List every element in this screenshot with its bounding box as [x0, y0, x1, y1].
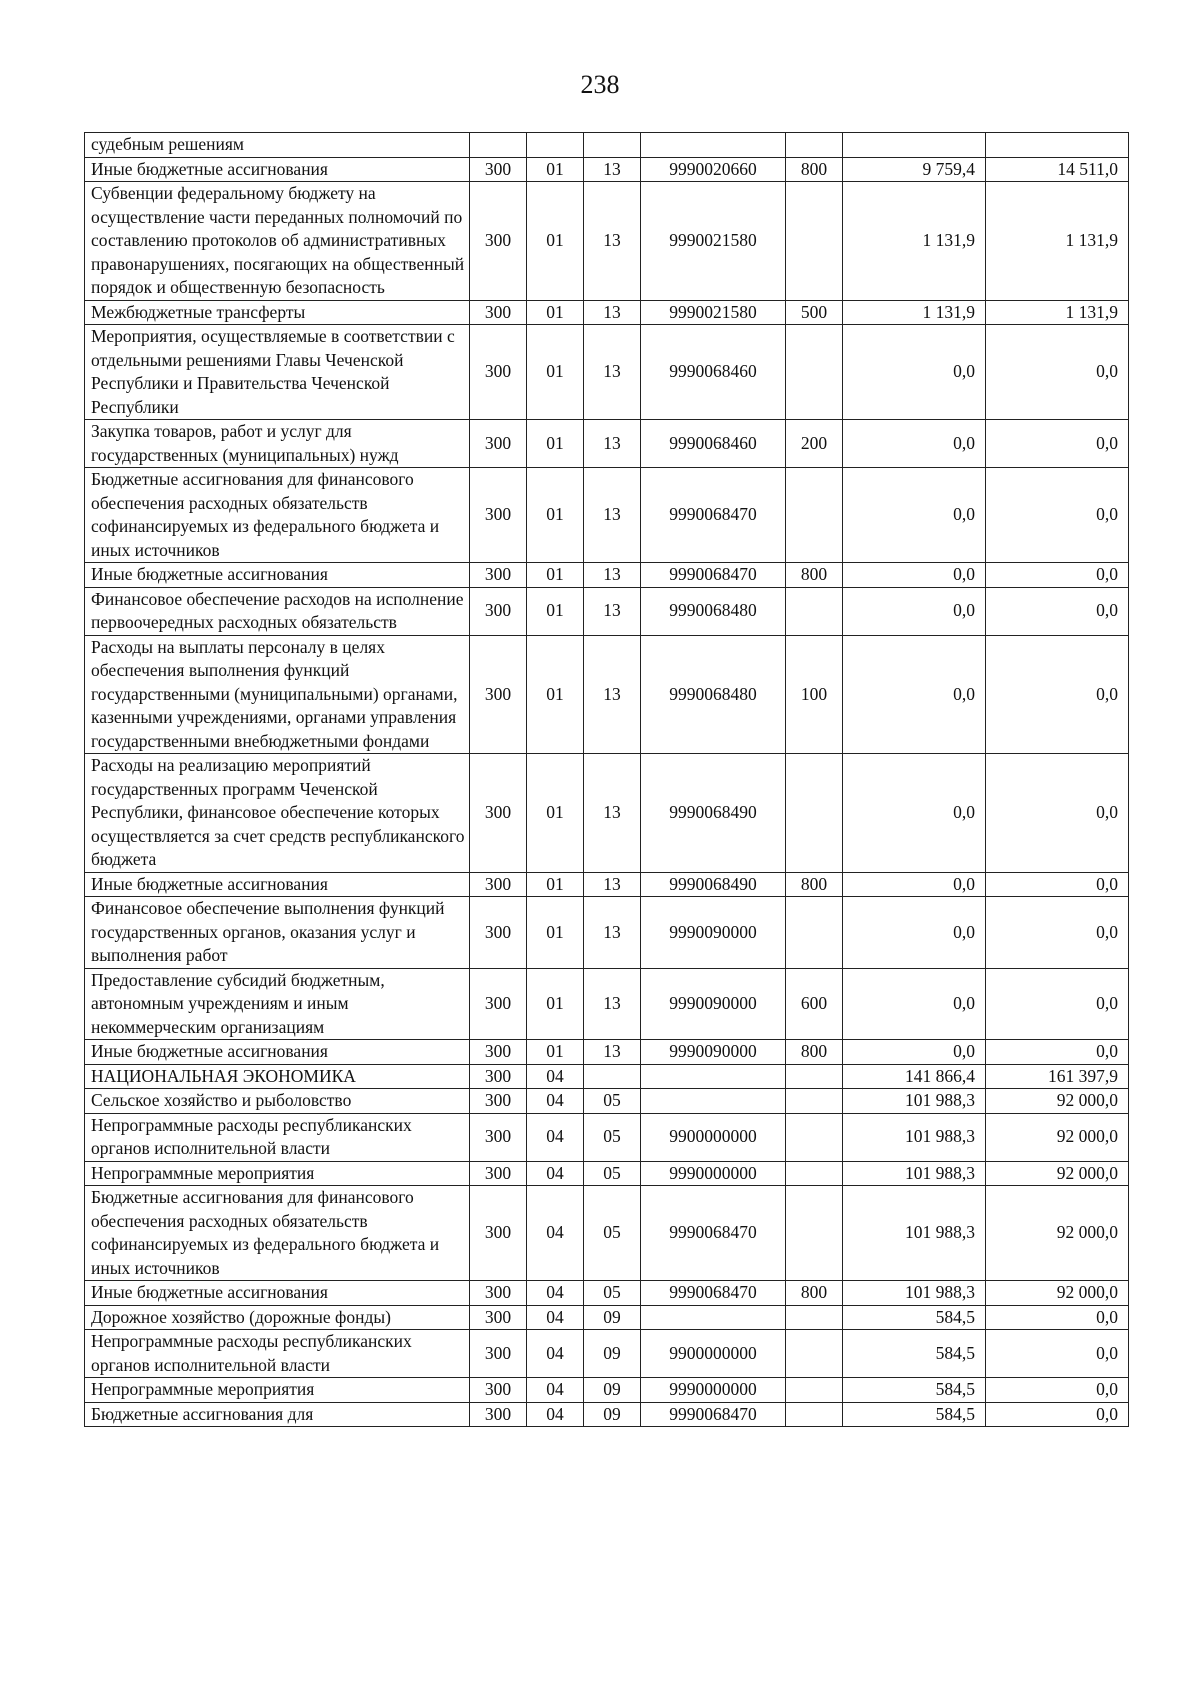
expense-type-cell	[786, 1330, 843, 1378]
section-code-cell	[527, 133, 584, 158]
section-code-cell: 01	[527, 754, 584, 873]
subsection-code-cell: 13	[584, 420, 641, 468]
expense-type-cell	[786, 1186, 843, 1281]
table-row	[85, 1186, 1129, 1281]
expense-type-cell	[786, 897, 843, 969]
amount-year1-cell: 584,5	[843, 1305, 986, 1330]
ministry-code-cell: 300	[470, 1330, 527, 1378]
section-code-cell: 04	[527, 1089, 584, 1114]
section-code-cell: 01	[527, 635, 584, 754]
expense-name-cell: судебным решениям	[85, 133, 470, 158]
amount-year1-cell: 0,0	[843, 587, 986, 635]
table-row	[85, 635, 1129, 754]
expense-name-cell: Иные бюджетные ассигнования	[85, 872, 470, 897]
section-code-cell: 01	[527, 968, 584, 1040]
table-row	[85, 754, 1129, 873]
target-article-cell	[641, 133, 786, 158]
amount-year1-cell: 101 988,3	[843, 1113, 986, 1161]
amount-year2-cell: 0,0	[986, 1330, 1129, 1378]
subsection-code-cell: 13	[584, 968, 641, 1040]
expense-type-cell: 800	[786, 1040, 843, 1065]
subsection-code-cell: 09	[584, 1378, 641, 1403]
subsection-code-cell: 13	[584, 1040, 641, 1065]
amount-year1-cell	[843, 133, 986, 158]
subsection-code-cell: 05	[584, 1186, 641, 1281]
budget-table	[84, 132, 1129, 1427]
subsection-code-cell: 13	[584, 563, 641, 588]
expense-type-cell	[786, 1402, 843, 1427]
ministry-code-cell: 300	[470, 325, 527, 420]
section-code-cell: 01	[527, 182, 584, 301]
section-code-cell: 04	[527, 1161, 584, 1186]
budget-table-body	[85, 133, 1129, 1427]
expense-name-cell: Иные бюджетные ассигнования	[85, 563, 470, 588]
amount-year2-cell: 0,0	[986, 1305, 1129, 1330]
target-article-cell: 9900000000	[641, 1330, 786, 1378]
target-article-cell: 9990068470	[641, 563, 786, 588]
expense-name-cell: Предоставление субсидий бюджетным, автономным учреждениям и иным некоммерческим организациям	[85, 968, 470, 1040]
target-article-cell: 9990068480	[641, 635, 786, 754]
amount-year1-cell: 0,0	[843, 635, 986, 754]
table-row	[85, 300, 1129, 325]
section-code-cell: 04	[527, 1305, 584, 1330]
target-article-cell: 9990068470	[641, 468, 786, 563]
amount-year1-cell: 9 759,4	[843, 157, 986, 182]
ministry-code-cell: 300	[470, 754, 527, 873]
target-article-cell	[641, 1089, 786, 1114]
expense-name-cell: Непрограммные мероприятия	[85, 1161, 470, 1186]
subsection-code-cell: 13	[584, 754, 641, 873]
amount-year1-cell: 584,5	[843, 1402, 986, 1427]
target-article-cell: 9990068470	[641, 1402, 786, 1427]
ministry-code-cell: 300	[470, 1186, 527, 1281]
expense-name-cell: Непрограммные расходы республиканских органов исполнительной власти	[85, 1330, 470, 1378]
subsection-code-cell: 13	[584, 635, 641, 754]
ministry-code-cell: 300	[470, 1089, 527, 1114]
ministry-code-cell: 300	[470, 968, 527, 1040]
expense-name-cell: Дорожное хозяйство (дорожные фонды)	[85, 1305, 470, 1330]
ministry-code-cell: 300	[470, 897, 527, 969]
expense-name-cell: Бюджетные ассигнования для финансового обеспечения расходных обязательств софинансируемых из федерального бюджета и иных источников	[85, 1186, 470, 1281]
amount-year2-cell: 0,0	[986, 897, 1129, 969]
table-row	[85, 182, 1129, 301]
subsection-code-cell	[584, 1064, 641, 1089]
expense-name-cell: НАЦИОНАЛЬНАЯ ЭКОНОМИКА	[85, 1064, 470, 1089]
table-row	[85, 468, 1129, 563]
expense-type-cell	[786, 1161, 843, 1186]
amount-year2-cell: 0,0	[986, 325, 1129, 420]
ministry-code-cell: 300	[470, 420, 527, 468]
target-article-cell: 9990068470	[641, 1281, 786, 1306]
ministry-code-cell	[470, 133, 527, 158]
target-article-cell: 9990090000	[641, 1040, 786, 1065]
amount-year1-cell: 0,0	[843, 468, 986, 563]
amount-year1-cell: 1 131,9	[843, 182, 986, 301]
table-row	[85, 968, 1129, 1040]
target-article-cell	[641, 1064, 786, 1089]
table-row	[85, 1281, 1129, 1306]
section-code-cell: 01	[527, 872, 584, 897]
subsection-code-cell	[584, 133, 641, 158]
expense-name-cell: Бюджетные ассигнования для	[85, 1402, 470, 1427]
amount-year1-cell: 1 131,9	[843, 300, 986, 325]
expense-type-cell	[786, 1064, 843, 1089]
target-article-cell: 9990068490	[641, 872, 786, 897]
table-row	[85, 1305, 1129, 1330]
target-article-cell: 9990068480	[641, 587, 786, 635]
expense-type-cell: 800	[786, 563, 843, 588]
subsection-code-cell: 13	[584, 872, 641, 897]
table-row	[85, 1064, 1129, 1089]
amount-year2-cell: 0,0	[986, 1378, 1129, 1403]
amount-year2-cell: 92 000,0	[986, 1089, 1129, 1114]
expense-type-cell: 800	[786, 1281, 843, 1306]
section-code-cell: 01	[527, 420, 584, 468]
amount-year2-cell: 92 000,0	[986, 1186, 1129, 1281]
amount-year2-cell: 0,0	[986, 468, 1129, 563]
ministry-code-cell: 300	[470, 468, 527, 563]
table-row	[85, 133, 1129, 158]
amount-year1-cell: 0,0	[843, 563, 986, 588]
ministry-code-cell: 300	[470, 1040, 527, 1065]
ministry-code-cell: 300	[470, 1113, 527, 1161]
table-row	[85, 1089, 1129, 1114]
section-code-cell: 01	[527, 563, 584, 588]
target-article-cell: 9990068460	[641, 420, 786, 468]
ministry-code-cell: 300	[470, 563, 527, 588]
table-row	[85, 872, 1129, 897]
expense-type-cell	[786, 587, 843, 635]
amount-year2-cell: 0,0	[986, 1040, 1129, 1065]
target-article-cell: 9990090000	[641, 897, 786, 969]
section-code-cell: 04	[527, 1330, 584, 1378]
section-code-cell: 04	[527, 1402, 584, 1427]
amount-year2-cell: 1 131,9	[986, 300, 1129, 325]
amount-year2-cell: 0,0	[986, 872, 1129, 897]
section-code-cell: 01	[527, 325, 584, 420]
expense-type-cell	[786, 468, 843, 563]
amount-year2-cell	[986, 133, 1129, 158]
amount-year2-cell: 0,0	[986, 754, 1129, 873]
amount-year2-cell: 0,0	[986, 563, 1129, 588]
section-code-cell: 04	[527, 1186, 584, 1281]
amount-year1-cell: 0,0	[843, 897, 986, 969]
amount-year1-cell: 101 988,3	[843, 1281, 986, 1306]
table-row	[85, 1161, 1129, 1186]
target-article-cell: 9990068460	[641, 325, 786, 420]
amount-year1-cell: 101 988,3	[843, 1089, 986, 1114]
subsection-code-cell: 09	[584, 1305, 641, 1330]
subsection-code-cell: 13	[584, 897, 641, 969]
expense-type-cell	[786, 754, 843, 873]
ministry-code-cell: 300	[470, 157, 527, 182]
expense-name-cell: Расходы на выплаты персоналу в целях обеспечения выполнения функций государственными (муниципальными) органами, казенными учреждениями, органами управления государственными внебюджетными фондами	[85, 635, 470, 754]
ministry-code-cell: 300	[470, 300, 527, 325]
target-article-cell: 9900000000	[641, 1113, 786, 1161]
section-code-cell: 04	[527, 1064, 584, 1089]
table-row	[85, 420, 1129, 468]
table-row	[85, 587, 1129, 635]
table-row	[85, 325, 1129, 420]
expense-type-cell: 200	[786, 420, 843, 468]
ministry-code-cell: 300	[470, 587, 527, 635]
table-row	[85, 157, 1129, 182]
expense-name-cell: Иные бюджетные ассигнования	[85, 1281, 470, 1306]
ministry-code-cell: 300	[470, 872, 527, 897]
subsection-code-cell: 13	[584, 300, 641, 325]
ministry-code-cell: 300	[470, 1378, 527, 1403]
amount-year2-cell: 14 511,0	[986, 157, 1129, 182]
expense-type-cell: 800	[786, 157, 843, 182]
table-row	[85, 1113, 1129, 1161]
expense-type-cell	[786, 1089, 843, 1114]
subsection-code-cell: 05	[584, 1113, 641, 1161]
section-code-cell: 01	[527, 300, 584, 325]
section-code-cell: 04	[527, 1113, 584, 1161]
expense-name-cell: Бюджетные ассигнования для финансового обеспечения расходных обязательств софинансируемых из федерального бюджета и иных источников	[85, 468, 470, 563]
amount-year2-cell: 0,0	[986, 1402, 1129, 1427]
target-article-cell: 9990021580	[641, 182, 786, 301]
table-row	[85, 897, 1129, 969]
amount-year1-cell: 0,0	[843, 325, 986, 420]
section-code-cell: 01	[527, 468, 584, 563]
expense-type-cell	[786, 1113, 843, 1161]
table-row	[85, 563, 1129, 588]
amount-year1-cell: 101 988,3	[843, 1186, 986, 1281]
expense-name-cell: Иные бюджетные ассигнования	[85, 1040, 470, 1065]
subsection-code-cell: 13	[584, 157, 641, 182]
amount-year1-cell: 101 988,3	[843, 1161, 986, 1186]
expense-name-cell: Финансовое обеспечение расходов на исполнение первоочередных расходных обязательств	[85, 587, 470, 635]
subsection-code-cell: 13	[584, 182, 641, 301]
table-row	[85, 1378, 1129, 1403]
expense-name-cell: Мероприятия, осуществляемые в соответствии с отдельными решениями Главы Чеченской Республики и Правительства Чеченской Республики	[85, 325, 470, 420]
section-code-cell: 01	[527, 157, 584, 182]
table-row	[85, 1402, 1129, 1427]
subsection-code-cell: 09	[584, 1402, 641, 1427]
subsection-code-cell: 05	[584, 1281, 641, 1306]
subsection-code-cell: 05	[584, 1089, 641, 1114]
expense-type-cell	[786, 133, 843, 158]
expense-name-cell: Межбюджетные трансферты	[85, 300, 470, 325]
amount-year2-cell: 0,0	[986, 968, 1129, 1040]
expense-name-cell: Финансовое обеспечение выполнения функций государственных органов, оказания услуг и выполнения работ	[85, 897, 470, 969]
amount-year1-cell: 0,0	[843, 420, 986, 468]
amount-year2-cell: 0,0	[986, 635, 1129, 754]
expense-type-cell	[786, 1378, 843, 1403]
amount-year1-cell: 0,0	[843, 872, 986, 897]
amount-year1-cell: 0,0	[843, 754, 986, 873]
expense-type-cell: 600	[786, 968, 843, 1040]
expense-name-cell: Непрограммные расходы республиканских органов исполнительной власти	[85, 1113, 470, 1161]
subsection-code-cell: 09	[584, 1330, 641, 1378]
subsection-code-cell: 13	[584, 325, 641, 420]
expense-type-cell: 100	[786, 635, 843, 754]
expense-type-cell	[786, 182, 843, 301]
section-code-cell: 01	[527, 897, 584, 969]
expense-name-cell: Непрограммные мероприятия	[85, 1378, 470, 1403]
ministry-code-cell: 300	[470, 182, 527, 301]
expense-name-cell: Расходы на реализацию мероприятий государственных программ Чеченской Республики, финансовое обеспечение которых осуществляется за счет средств республиканского бюджета	[85, 754, 470, 873]
ministry-code-cell: 300	[470, 1305, 527, 1330]
subsection-code-cell: 13	[584, 587, 641, 635]
amount-year2-cell: 1 131,9	[986, 182, 1129, 301]
section-code-cell: 04	[527, 1281, 584, 1306]
amount-year1-cell: 584,5	[843, 1330, 986, 1378]
ministry-code-cell: 300	[470, 1281, 527, 1306]
target-article-cell: 9990068490	[641, 754, 786, 873]
amount-year2-cell: 0,0	[986, 420, 1129, 468]
amount-year2-cell: 92 000,0	[986, 1281, 1129, 1306]
amount-year1-cell: 584,5	[843, 1378, 986, 1403]
page-number: 238	[580, 70, 620, 99]
expense-name-cell: Сельское хозяйство и рыболовство	[85, 1089, 470, 1114]
ministry-code-cell: 300	[470, 1064, 527, 1089]
amount-year1-cell: 0,0	[843, 968, 986, 1040]
expense-name-cell: Закупка товаров, работ и услуг для государственных (муниципальных) нужд	[85, 420, 470, 468]
target-article-cell: 9990068470	[641, 1186, 786, 1281]
amount-year2-cell: 92 000,0	[986, 1161, 1129, 1186]
section-code-cell: 01	[527, 587, 584, 635]
section-code-cell: 01	[527, 1040, 584, 1065]
expense-name-cell: Субвенции федеральному бюджету на осуществление части переданных полномочий по составлению протоколов об административных правонарушениях, посягающих на общественный порядок и общественную безопасность	[85, 182, 470, 301]
ministry-code-cell: 300	[470, 635, 527, 754]
amount-year1-cell: 141 866,4	[843, 1064, 986, 1089]
expense-type-cell: 500	[786, 300, 843, 325]
section-code-cell: 04	[527, 1378, 584, 1403]
amount-year2-cell: 0,0	[986, 587, 1129, 635]
amount-year2-cell: 92 000,0	[986, 1113, 1129, 1161]
expense-name-cell: Иные бюджетные ассигнования	[85, 157, 470, 182]
target-article-cell: 9990000000	[641, 1161, 786, 1186]
ministry-code-cell: 300	[470, 1402, 527, 1427]
amount-year2-cell: 161 397,9	[986, 1064, 1129, 1089]
target-article-cell: 9990021580	[641, 300, 786, 325]
target-article-cell	[641, 1305, 786, 1330]
expense-type-cell	[786, 325, 843, 420]
expense-type-cell	[786, 1305, 843, 1330]
table-row	[85, 1330, 1129, 1378]
target-article-cell: 9990020660	[641, 157, 786, 182]
amount-year1-cell: 0,0	[843, 1040, 986, 1065]
table-row	[85, 1040, 1129, 1065]
subsection-code-cell: 13	[584, 468, 641, 563]
target-article-cell: 9990000000	[641, 1378, 786, 1403]
expense-type-cell: 800	[786, 872, 843, 897]
subsection-code-cell: 05	[584, 1161, 641, 1186]
ministry-code-cell: 300	[470, 1161, 527, 1186]
target-article-cell: 9990090000	[641, 968, 786, 1040]
